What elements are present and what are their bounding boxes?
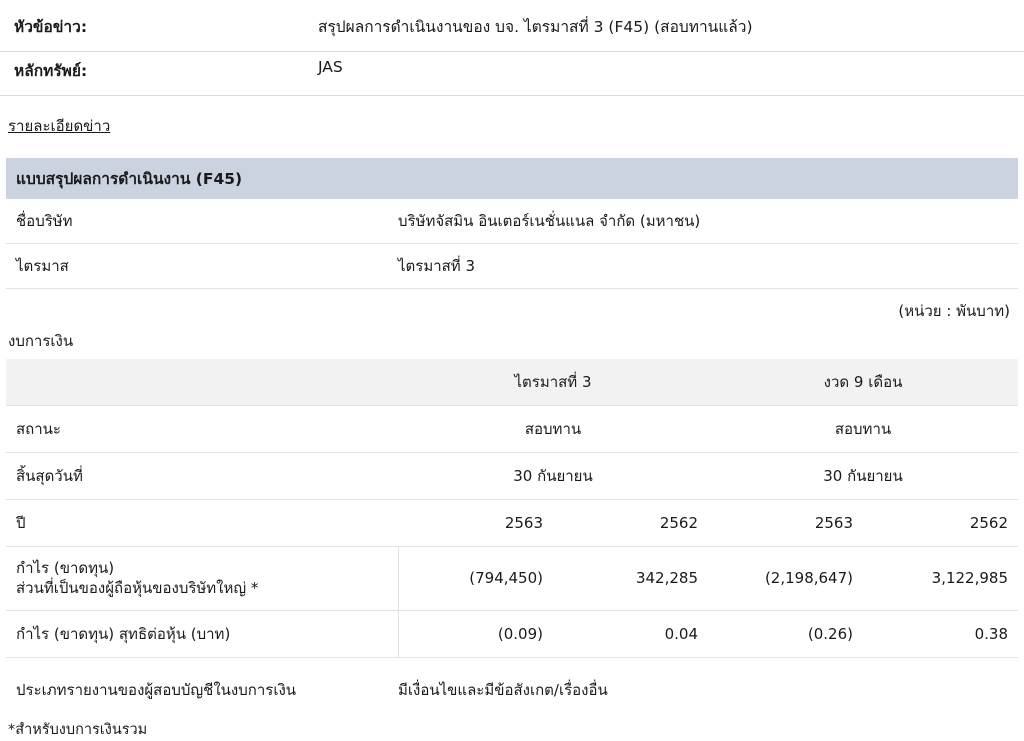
profit-label-line1: กำไร (ขาดทุน) [16,559,115,577]
auditor-report-value: มีเงื่อนไขและมีข้อสังเกต/เรื่องอื่น [398,680,608,699]
profit-q3-2562: 342,285 [553,547,708,611]
status-value-q3: สอบทาน [398,406,708,453]
table-row [6,244,1018,289]
symbol-value: JAS [318,58,343,76]
financial-table [6,359,1018,658]
financial-period-header-row [6,359,1018,406]
news-detail-link[interactable]: รายละเอียดข่าว [8,117,111,135]
year-9m-2562: 2562 [863,500,1018,547]
news-header-table [0,8,1024,45]
eps-9m-2562: 0.38 [863,610,1018,657]
year-q3-2562: 2562 [553,500,708,547]
status-value-9m: สอบทาน [708,406,1018,453]
eps-9m-2563: (0.26) [708,610,863,657]
year-q3-2563: 2563 [398,500,553,547]
financial-section-label: งบการเงิน [8,332,74,350]
end-date-value-9m: 30 กันยายน [708,453,1018,500]
table-row [6,199,1018,244]
symbol-label: หลักทรัพย์: [14,62,88,80]
footnote: *สำหรับงบการเงินรวม [8,721,148,738]
status-label: สถานะ [6,406,398,453]
table-row [6,610,1018,657]
table-row [6,547,1018,611]
news-title-value: สรุปผลการดำเนินงานของ บจ. ไตรมาสที่ 3 (F45) (สอบทานแล้ว) [318,18,753,36]
table-row [6,672,1018,708]
document-page [0,8,1024,738]
company-info-table [6,199,1018,289]
table-row [6,500,1018,547]
company-name-value: บริษัทจัสมิน อินเตอร์เนชั่นแนล จำกัด (มหาชน) [388,199,1018,244]
year-label: ปี [6,500,398,547]
quarter-label: ไตรมาส [6,244,388,289]
profit-9m-2562: 3,122,985 [863,547,1018,611]
eps-q3-2563: (0.09) [398,610,553,657]
f45-section-banner: แบบสรุปผลการดำเนินงาน (F45) [6,158,1018,199]
symbol-header-table [0,52,1024,89]
symbol-row [0,52,1024,89]
quarter-value: ไตรมาสที่ 3 [388,244,1018,289]
eps-q3-2562: 0.04 [553,610,708,657]
eps-label: กำไร (ขาดทุน) สุทธิต่อหุ้น (บาท) [6,610,398,657]
profit-label [6,547,398,611]
news-title-label: หัวข้อข่าว: [14,18,88,36]
profit-q3-2563: (794,450) [398,547,553,611]
end-date-label: สิ้นสุดวันที่ [6,453,398,500]
auditor-table [6,672,1018,708]
profit-label-line2: ส่วนที่เป็นของผู้ถือหุ้นของบริษัทใหญ่ * [16,579,259,598]
period-header-q3: ไตรมาสที่ 3 [398,359,708,406]
company-name-label: ชื่อบริษัท [6,199,388,244]
period-header-spacer [6,359,398,406]
table-row [6,453,1018,500]
table-row [6,406,1018,453]
year-9m-2563: 2563 [708,500,863,547]
period-header-9m: งวด 9 เดือน [708,359,1018,406]
header-divider-2 [0,95,1024,96]
end-date-value-q3: 30 กันยายน [398,453,708,500]
profit-9m-2563: (2,198,647) [708,547,863,611]
news-title-row [0,8,1024,45]
auditor-report-label: ประเภทรายงานของผู้สอบบัญชีในงบการเงิน [16,680,297,699]
unit-note: (หน่วย : พันบาท) [898,302,1010,320]
